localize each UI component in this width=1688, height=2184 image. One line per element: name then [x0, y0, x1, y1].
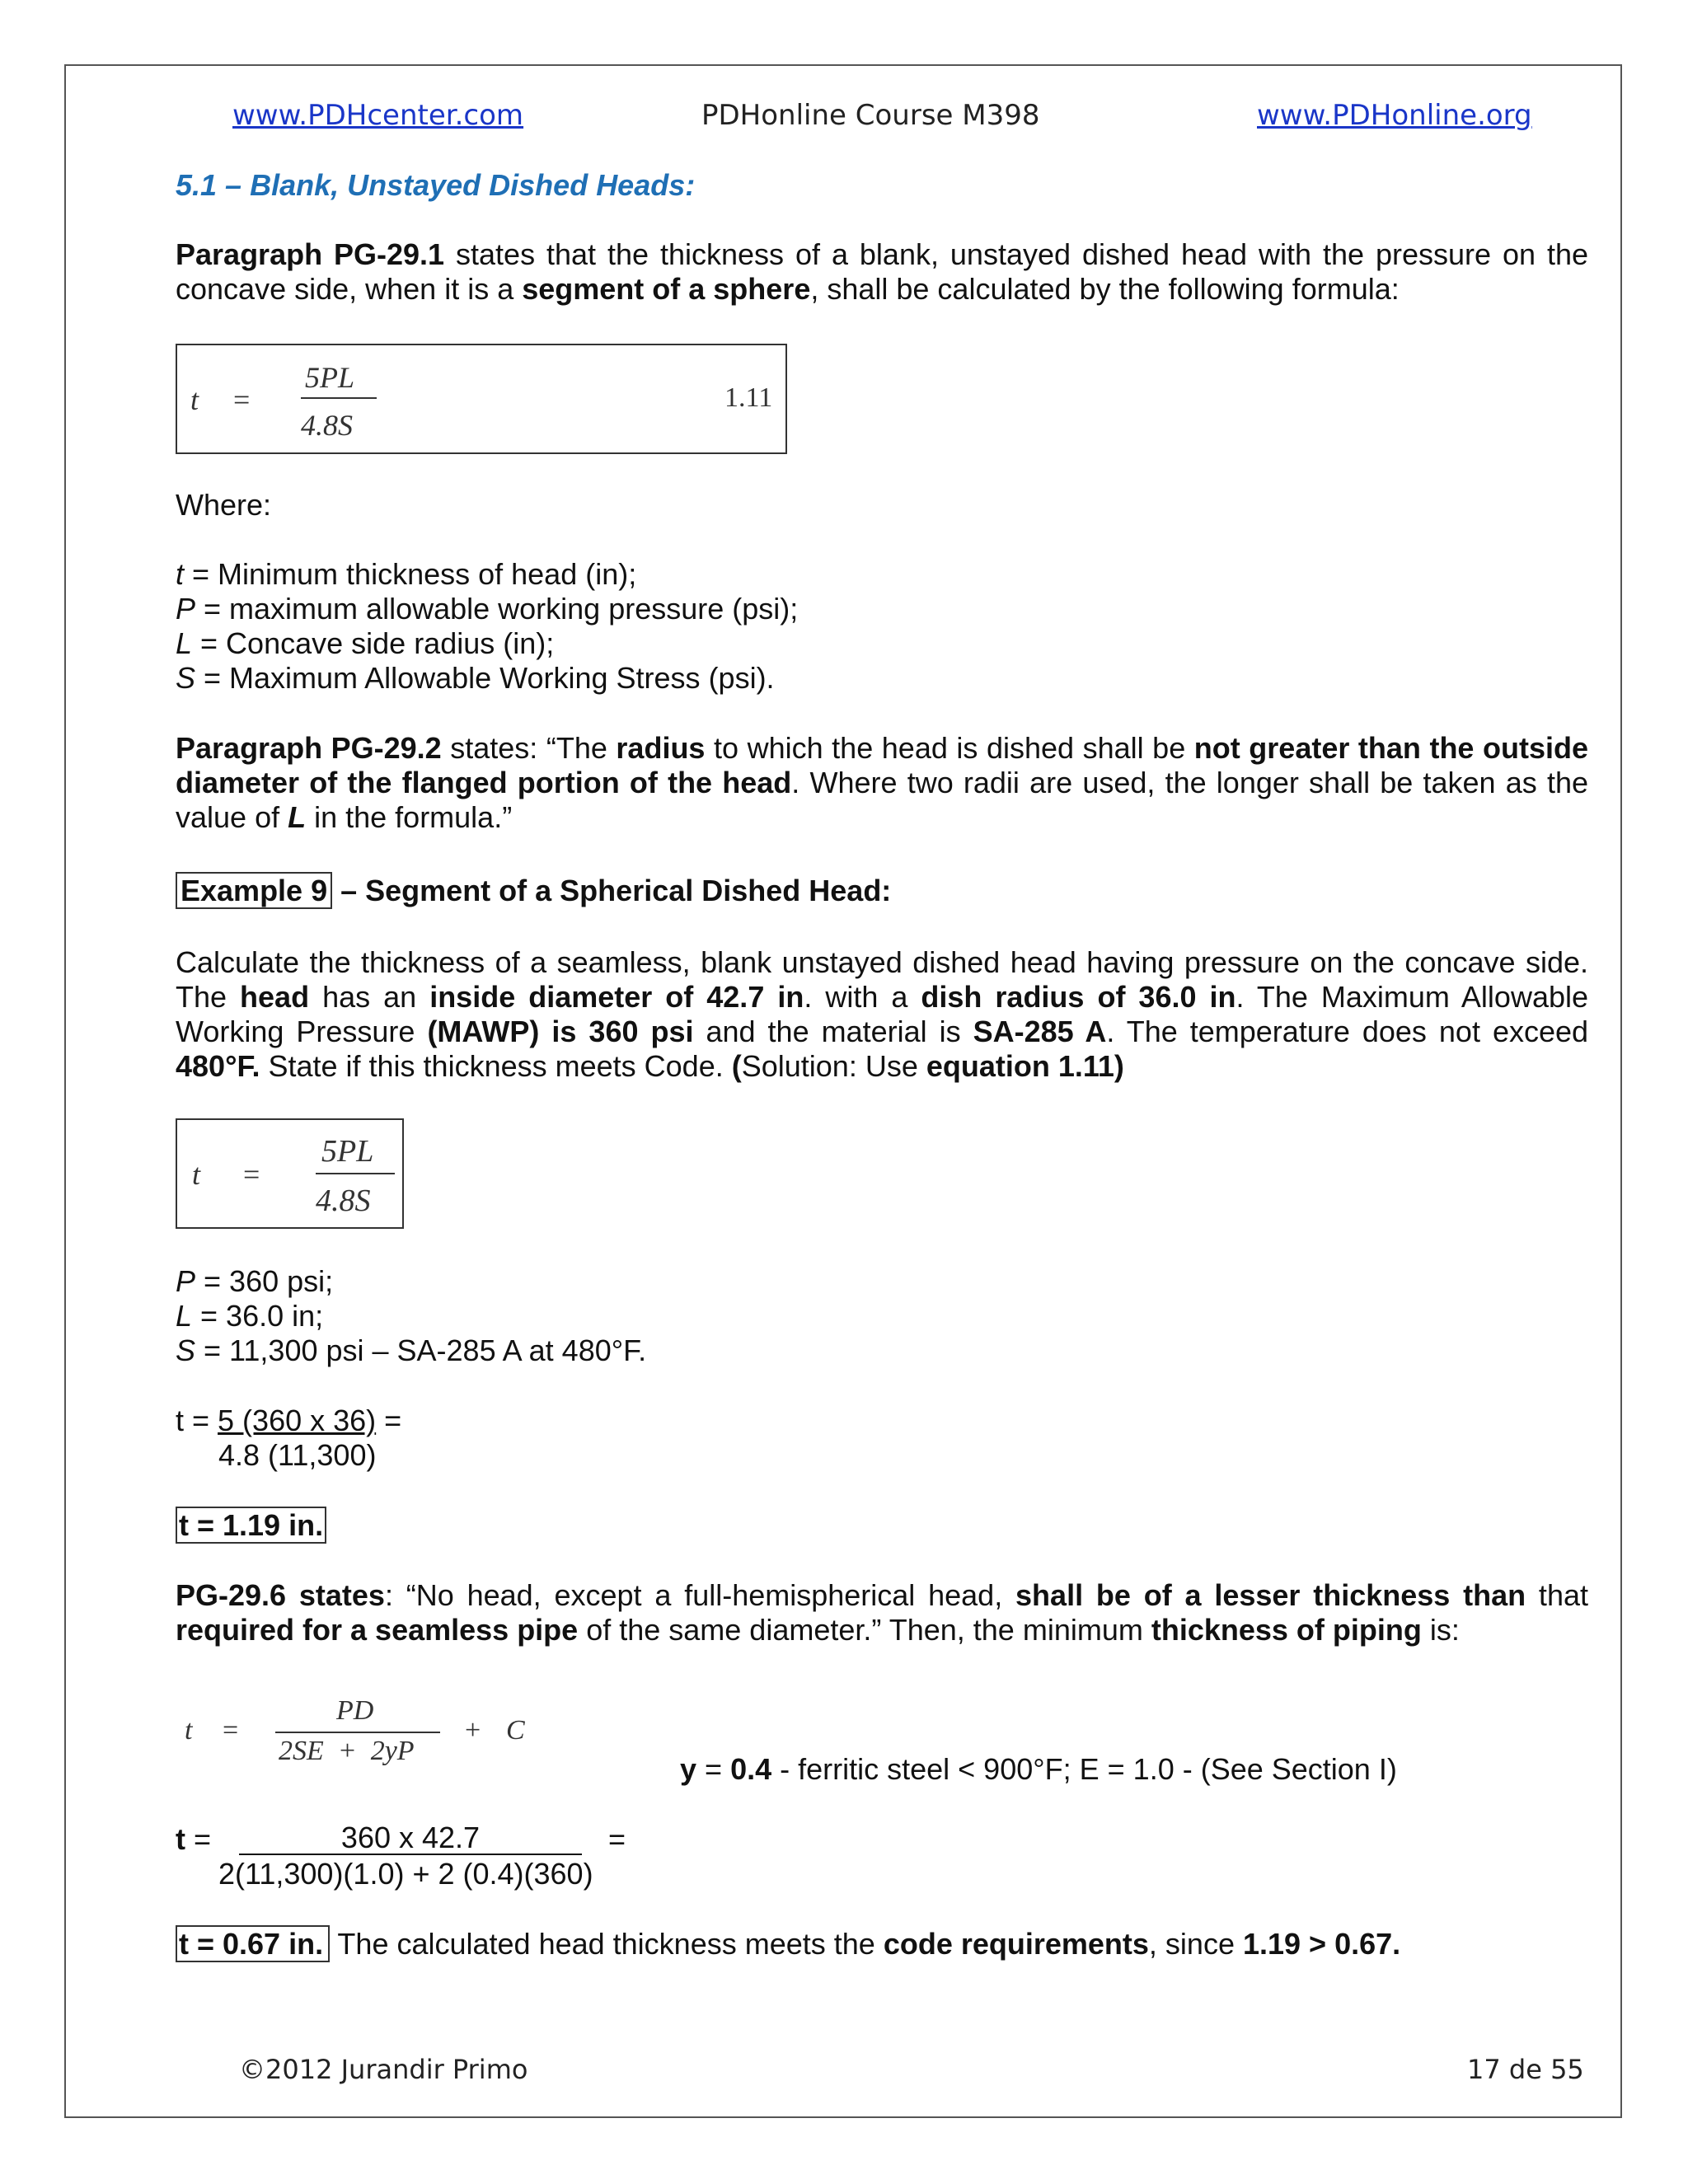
formula-1-denominator: 4.8S — [301, 409, 353, 442]
definition-t: t = Minimum thickness of head (in); — [176, 557, 637, 591]
calc-2-equals: = — [608, 1822, 626, 1856]
result-1: t = 1.19 in. — [176, 1508, 326, 1543]
paragraph-pg-29-1: Paragraph PG-29.1 states that the thickness of a blank, unstayed dished head with the pressure on the concave side, when it is a segment of a sphere, shall be calculated by the following formula: — [176, 237, 1588, 306]
formula-2-lhs: t — [192, 1158, 201, 1191]
formula-3-lhs: t — [185, 1715, 193, 1746]
formula-2-equals: = — [243, 1158, 260, 1191]
calc-2-denominator: 2(11,300)(1.0) + 2 (0.4)(360) — [218, 1857, 593, 1891]
calc-2-numerator: 360 x 42.7 — [239, 1822, 582, 1855]
section-title: 5.1 – Blank, Unstayed Dished Heads: — [176, 168, 696, 202]
example-label: Example 9 — [176, 872, 332, 909]
formula-3-fraction-bar — [275, 1732, 440, 1733]
result-2: t = 0.67 in. The calculated head thickness meets the code requirements, since 1.19 > 0.67. — [176, 1927, 1400, 1961]
footer-page-number: 17 de 55 — [1467, 2054, 1584, 2085]
calc-1-denominator: 4.8 (11,300) — [218, 1438, 377, 1472]
formula-1-number: 1.11 — [724, 382, 773, 413]
paragraph-pg-29-2: Paragraph PG-29.2 states: “The radius to which the head is dished shall be not greater than the outside diameter of the flanged portion of the head. Where two radii are used, the longer shall be taken as the value of L in the formula.” — [176, 731, 1589, 834]
formula-3-numerator: PD — [336, 1695, 374, 1726]
formula-1-fraction-bar — [301, 397, 377, 399]
definition-p: P = maximum allowable working pressure (psi); — [176, 592, 799, 626]
header-right-link[interactable]: www.PDHonline.org — [1257, 99, 1532, 132]
value-s: S = 11,300 psi – SA-285 A at 480°F. — [176, 1333, 647, 1367]
formula-2-box — [176, 1118, 404, 1229]
header-course-title: PDHonline Course M398 — [701, 99, 1040, 132]
value-l: L = 36.0 in; — [176, 1299, 324, 1333]
formula-3-equals: = — [223, 1715, 239, 1746]
formula-3-plus: + — [465, 1715, 481, 1746]
definition-l: L = Concave side radius (in); — [176, 626, 555, 660]
where-label: Where: — [176, 488, 272, 522]
example-heading: Example 9 – Segment of a Spherical Dished Head: — [176, 874, 891, 908]
formula-2-fraction-bar — [316, 1173, 395, 1174]
formula-3-note: y = 0.4 - ferritic steel < 900°F; E = 1.0 - (See Section I) — [680, 1752, 1397, 1786]
formula-1-box — [176, 344, 787, 454]
formula-3-denominator: 2SE + 2yP — [279, 1736, 415, 1766]
calc-1-line: t = 5 (360 x 36) = — [176, 1404, 402, 1437]
example-paragraph: Calculate the thickness of a seamless, blank unstayed dished head having pressure on the concave side. The head has an inside diameter of 42.7 in. with a dish radius of 36.0 in. The Maximum Allowable Working Pressure (MAWP) is 360 psi and the material is SA-285 A. The temperature does not exceed 480°F. State if this thickness meets Code. (Solution: Use equation 1.11) — [176, 945, 1589, 1083]
definition-s: S = Maximum Allowable Working Stress (psi). — [176, 661, 775, 695]
footer-copyright: ©2012 Jurandir Primo — [239, 2054, 528, 2085]
formula-1-numerator: 5PL — [305, 361, 355, 394]
value-p: P = 360 psi; — [176, 1264, 334, 1298]
calc-2-prefix: t = — [176, 1822, 212, 1856]
formula-2-numerator: 5PL — [321, 1134, 374, 1169]
paragraph-pg-29-6: PG-29.6 states: “No head, except a full-hemispherical head, shall be of a lesser thickness than that required for a seamless pipe of the same diameter.” Then, the minimum thickness of piping is: — [176, 1578, 1588, 1647]
formula-1-lhs: t — [190, 383, 199, 416]
formula-2-denominator: 4.8S — [316, 1183, 371, 1218]
formula-3-constant: C — [506, 1715, 525, 1746]
formula-1-equals: = — [233, 383, 251, 416]
header-left-link[interactable]: www.PDHcenter.com — [232, 99, 524, 132]
